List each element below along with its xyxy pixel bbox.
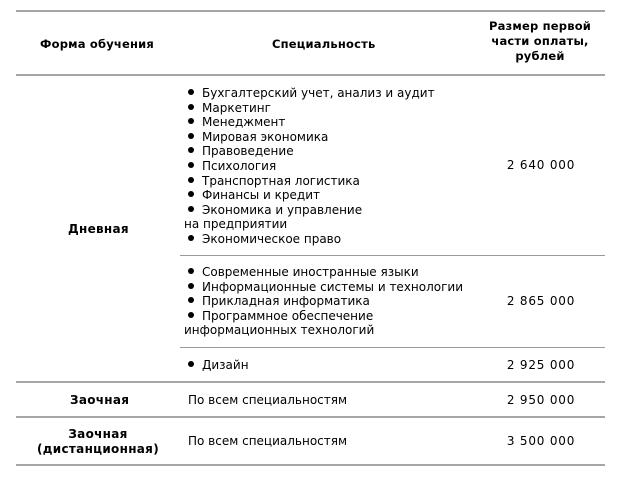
list-item: Прикладная информатика [186,294,463,309]
header-form: Форма обучения [40,37,155,51]
row-rule-2 [16,416,605,418]
list-item: Психология [186,159,435,174]
form-distance [28,427,168,457]
list-item: Транспортная логистика [186,174,435,189]
list-item: Информационные системы и технологии [186,280,463,295]
list-item: Правоведение [186,144,435,159]
specialty-list-group-2 [186,265,463,338]
specialty-distance: По всем специальностям [188,434,348,448]
bullet-icon [188,361,194,367]
list-item: Менеджмент [186,115,435,130]
group-divider-2 [180,347,605,348]
bullet-icon [188,89,194,95]
bullet-icon [188,133,194,139]
header-rule [16,74,605,76]
amount-group-1: 2 640 000 [506,158,576,172]
list-item: Экономическое право [186,232,435,247]
amount-group-3: 2 925 000 [506,358,576,372]
list-item-continuation: на предприятии [184,217,288,232]
bullet-icon [188,283,194,289]
bullet-icon [188,104,194,110]
form-distance-line2: (дистанционная) [37,442,159,456]
list-item: Мировая экономика [186,130,435,145]
form-correspondence: Заочная [70,393,130,407]
list-item: Бухгалтерский учет, анализ и аудит [186,86,435,101]
bullet-icon [188,162,194,168]
header-payment-line1: Размер первой [488,19,592,33]
bullet-icon [188,312,194,318]
list-item: Программное обеспечение [186,309,463,324]
specialty-list-group-3 [186,358,249,373]
specialty-list-group-1 [186,86,435,247]
bullet-icon [188,177,194,183]
form-full-time: Дневная [68,222,129,236]
specialty-correspondence: По всем специальностям [188,393,348,407]
list-item: Экономика и управление [186,203,435,218]
list-item: Дизайн [186,358,249,373]
bullet-icon [188,206,194,212]
list-item: Современные иностранные языки [186,265,463,280]
bullet-icon [188,268,194,274]
header-payment [470,19,610,64]
bullet-icon [188,147,194,153]
bullet-icon [188,118,194,124]
form-distance-line1: Заочная [68,427,128,441]
list-item: Финансы и кредит [186,188,435,203]
header-payment-line2: части оплаты, [491,34,589,48]
list-item-continuation: информационных технологий [184,323,375,338]
amount-group-2: 2 865 000 [506,294,576,308]
row-rule-1 [16,381,605,383]
bullet-icon [188,191,194,197]
bottom-rule [16,464,605,466]
top-rule [16,10,605,12]
group-divider-1 [180,255,605,256]
bullet-icon [188,297,194,303]
amount-distance: 3 500 000 [506,434,576,448]
header-payment-line3: рублей [515,49,565,63]
header-specialty: Специальность [272,37,376,51]
list-item: Маркетинг [186,101,435,116]
amount-correspondence: 2 950 000 [506,393,576,407]
bullet-icon [188,235,194,241]
